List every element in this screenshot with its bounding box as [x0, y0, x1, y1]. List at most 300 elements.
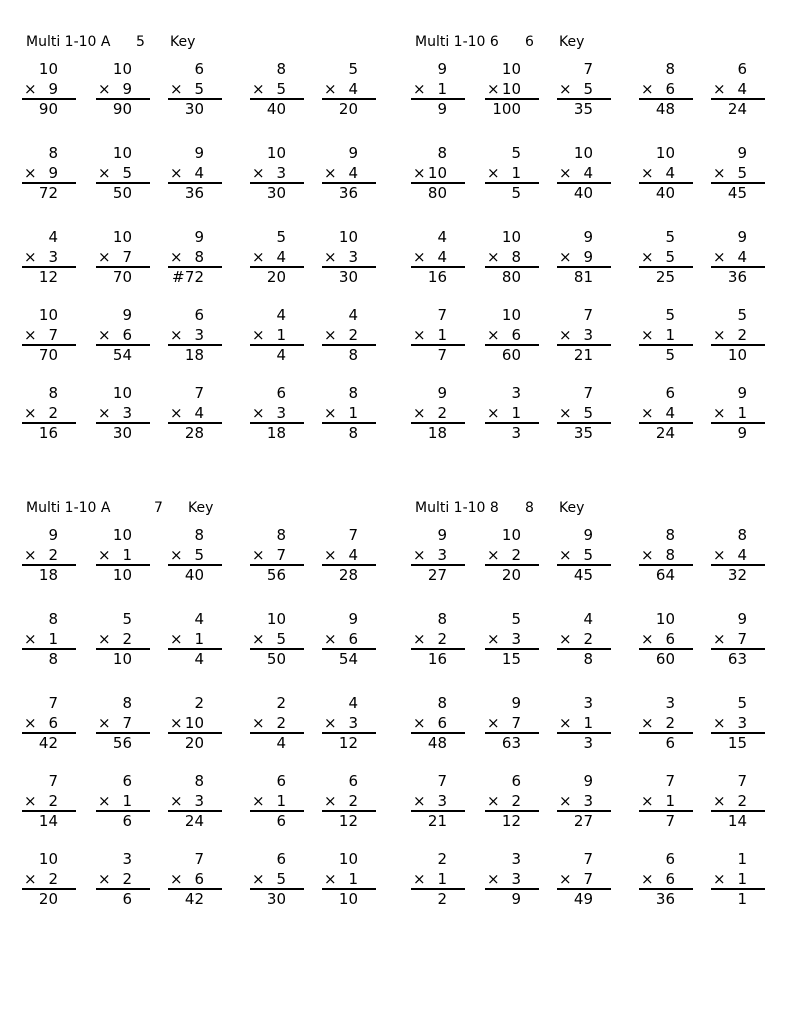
- worksheet-title: Multi 1-10 A: [26, 34, 111, 50]
- multiplier: 3: [583, 326, 593, 344]
- multiplier: 2: [48, 792, 58, 810]
- answer-key-label: Key: [170, 34, 196, 50]
- multiplication-problem: [22, 694, 80, 756]
- times-sign: ×: [713, 792, 726, 810]
- multiplication-problem: [485, 306, 543, 368]
- worksheet-number: 8: [525, 500, 534, 516]
- multiplier: 10: [427, 164, 447, 182]
- multiplicand: 7: [583, 306, 593, 324]
- multiplier: 4: [665, 404, 675, 422]
- product-answer: 50: [266, 650, 286, 668]
- multiplicand: 8: [194, 526, 204, 544]
- product-answer: 45: [727, 184, 747, 202]
- multiplier: 4: [737, 546, 747, 564]
- multiplicand: 8: [122, 694, 132, 712]
- multiplication-problem: [22, 772, 80, 834]
- multiplier: 1: [48, 630, 58, 648]
- multiplicand: 9: [48, 526, 58, 544]
- multiplicand: 5: [511, 144, 521, 162]
- multiplicand: 7: [48, 694, 58, 712]
- multiplication-problem: [557, 526, 615, 588]
- multiplicand: 4: [583, 610, 593, 628]
- multiplier: 1: [511, 404, 521, 422]
- product-answer: 8: [48, 650, 58, 668]
- multiplier: 3: [511, 870, 521, 888]
- product-answer: 12: [338, 812, 358, 830]
- product-answer: 16: [38, 424, 58, 442]
- times-sign: ×: [252, 714, 265, 732]
- multiplicand: 7: [583, 850, 593, 868]
- times-sign: ×: [98, 248, 111, 266]
- multiplication-problem: [322, 306, 380, 368]
- multiplier: 3: [194, 326, 204, 344]
- product-answer: 20: [38, 890, 58, 908]
- multiplication-problem: [22, 306, 80, 368]
- product-answer: 20: [184, 734, 204, 752]
- product-answer: 9: [511, 890, 521, 908]
- product-answer: 40: [184, 566, 204, 584]
- product-answer: 18: [38, 566, 58, 584]
- multiplication-problem: [322, 526, 380, 588]
- times-sign: ×: [24, 870, 37, 888]
- product-answer: 49: [573, 890, 593, 908]
- times-sign: ×: [24, 80, 37, 98]
- multiplier: 5: [122, 164, 132, 182]
- product-answer: 18: [184, 346, 204, 364]
- times-sign: ×: [559, 714, 572, 732]
- times-sign: ×: [641, 164, 654, 182]
- product-answer: 9: [737, 424, 747, 442]
- multiplication-problem: [96, 60, 154, 122]
- times-sign: ×: [641, 630, 654, 648]
- multiplication-problem: [168, 610, 226, 672]
- multiplication-problem: [485, 228, 543, 290]
- multiplier: 1: [511, 164, 521, 182]
- multiplicand: 3: [122, 850, 132, 868]
- multiplicand: 7: [194, 850, 204, 868]
- multiplication-problem: [639, 772, 697, 834]
- worksheet-number: 5: [136, 34, 145, 50]
- multiplier: 4: [737, 248, 747, 266]
- product-answer: 30: [112, 424, 132, 442]
- times-sign: ×: [487, 546, 500, 564]
- times-sign: ×: [413, 630, 426, 648]
- times-sign: ×: [98, 404, 111, 422]
- multiplier: 9: [583, 248, 593, 266]
- multiplication-problem: [250, 610, 308, 672]
- multiplicand: 9: [348, 144, 358, 162]
- product-answer: 14: [38, 812, 58, 830]
- times-sign: ×: [252, 630, 265, 648]
- multiplier: 1: [194, 630, 204, 648]
- multiplication-problem: [411, 384, 469, 446]
- multiplicand: 7: [437, 306, 447, 324]
- multiplicand: 6: [665, 384, 675, 402]
- multiplier: 6: [348, 630, 358, 648]
- times-sign: ×: [170, 80, 183, 98]
- multiplier: 1: [665, 326, 675, 344]
- worksheet-number: 7: [154, 500, 163, 516]
- product-answer: 7: [437, 346, 447, 364]
- multiplication-problem: [322, 610, 380, 672]
- times-sign: ×: [170, 326, 183, 344]
- worksheet-header: [411, 34, 771, 54]
- product-answer: 4: [276, 346, 286, 364]
- hash-mark: #: [172, 268, 185, 286]
- times-sign: ×: [559, 164, 572, 182]
- multiplication-problem: [411, 772, 469, 834]
- multiplicand: 8: [276, 60, 286, 78]
- multiplication-problem: [711, 228, 769, 290]
- product-answer: 27: [427, 566, 447, 584]
- product-answer: 20: [501, 566, 521, 584]
- multiplicand: 5: [665, 306, 675, 324]
- multiplicand: 5: [737, 306, 747, 324]
- multiplier: 9: [48, 164, 58, 182]
- times-sign: ×: [713, 326, 726, 344]
- multiplicand: 10: [655, 610, 675, 628]
- multiplier: 6: [665, 630, 675, 648]
- multiplier: 3: [194, 792, 204, 810]
- multiplicand: 1: [737, 850, 747, 868]
- multiplicand: 9: [437, 526, 447, 544]
- times-sign: ×: [487, 404, 500, 422]
- multiplication-problem: [557, 60, 615, 122]
- multiplier: 2: [48, 546, 58, 564]
- product-answer: 3: [511, 424, 521, 442]
- multiplicand: 10: [501, 60, 521, 78]
- multiplicand: 6: [276, 850, 286, 868]
- multiplication-problem: [96, 610, 154, 672]
- multiplication-problem: [639, 694, 697, 756]
- product-answer: 36: [727, 268, 747, 286]
- multiplier: 3: [583, 792, 593, 810]
- product-answer: 63: [501, 734, 521, 752]
- multiplication-problem: [96, 384, 154, 446]
- product-answer: 60: [501, 346, 521, 364]
- times-sign: ×: [413, 326, 426, 344]
- times-sign: ×: [487, 326, 500, 344]
- multiplier: 4: [737, 80, 747, 98]
- product-answer: 5: [511, 184, 521, 202]
- times-sign: ×: [170, 792, 183, 810]
- multiplication-problem: [250, 772, 308, 834]
- multiplication-problem: [322, 228, 380, 290]
- product-answer: 36: [184, 184, 204, 202]
- multiplicand: 10: [38, 60, 58, 78]
- multiplicand: 6: [122, 772, 132, 790]
- multiplicand: 9: [348, 610, 358, 628]
- product-answer: 7: [665, 812, 675, 830]
- multiplicand: 5: [511, 610, 521, 628]
- multiplication-problem: [168, 772, 226, 834]
- multiplicand: 9: [583, 228, 593, 246]
- multiplication-problem: [96, 772, 154, 834]
- times-sign: ×: [487, 870, 500, 888]
- multiplication-problem: [22, 610, 80, 672]
- multiplicand: 10: [501, 306, 521, 324]
- product-answer: 56: [112, 734, 132, 752]
- times-sign: ×: [24, 326, 37, 344]
- multiplier: 2: [511, 792, 521, 810]
- multiplicand: 2: [276, 694, 286, 712]
- multiplier: 1: [122, 546, 132, 564]
- multiplicand: 10: [655, 144, 675, 162]
- product-answer: 40: [655, 184, 675, 202]
- multiplicand: 2: [437, 850, 447, 868]
- times-sign: ×: [252, 326, 265, 344]
- multiplication-problem: [96, 526, 154, 588]
- product-answer: 63: [727, 650, 747, 668]
- multiplication-problem: [485, 384, 543, 446]
- multiplication-problem: [411, 526, 469, 588]
- times-sign: ×: [641, 404, 654, 422]
- multiplicand: 9: [194, 144, 204, 162]
- times-sign: ×: [559, 630, 572, 648]
- multiplier: 7: [48, 326, 58, 344]
- multiplication-problem: [22, 144, 80, 206]
- multiplicand: 5: [276, 228, 286, 246]
- multiplier: 2: [665, 714, 675, 732]
- multiplier: 1: [737, 870, 747, 888]
- multiplicand: 9: [737, 144, 747, 162]
- multiplicand: 10: [266, 144, 286, 162]
- multiplication-problem: [485, 772, 543, 834]
- times-sign: ×: [641, 792, 654, 810]
- multiplier: 2: [48, 870, 58, 888]
- answer-key-label: Key: [188, 500, 214, 516]
- multiplicand: 10: [266, 610, 286, 628]
- multiplication-problem: [411, 694, 469, 756]
- times-sign: ×: [324, 870, 337, 888]
- multiplication-problem: [557, 850, 615, 912]
- multiplicand: 7: [437, 772, 447, 790]
- times-sign: ×: [24, 630, 37, 648]
- product-answer: 45: [573, 566, 593, 584]
- multiplicand: 9: [437, 384, 447, 402]
- multiplicand: 10: [501, 228, 521, 246]
- multiplier: 7: [511, 714, 521, 732]
- times-sign: ×: [252, 870, 265, 888]
- product-answer: 8: [348, 346, 358, 364]
- product-answer: 12: [38, 268, 58, 286]
- product-answer: 90: [112, 100, 132, 118]
- answer-key-label: Key: [559, 34, 585, 50]
- multiplier: 4: [194, 164, 204, 182]
- multiplier: 2: [737, 326, 747, 344]
- times-sign: ×: [324, 792, 337, 810]
- product-answer: 12: [338, 734, 358, 752]
- multiplication-problem: [411, 228, 469, 290]
- multiplicand: 5: [348, 60, 358, 78]
- multiplication-problem: [96, 144, 154, 206]
- multiplier: 5: [276, 870, 286, 888]
- product-answer: 90: [38, 100, 58, 118]
- multiplication-problem: [168, 384, 226, 446]
- times-sign: ×: [641, 248, 654, 266]
- multiplier: 5: [276, 80, 286, 98]
- multiplier: 4: [348, 546, 358, 564]
- multiplier: 3: [511, 630, 521, 648]
- multiplication-problem: [557, 228, 615, 290]
- multiplicand: 8: [437, 144, 447, 162]
- multiplication-problem: [96, 228, 154, 290]
- multiplicand: 8: [665, 526, 675, 544]
- product-answer: 35: [573, 100, 593, 118]
- times-sign: ×: [24, 714, 37, 732]
- times-sign: ×: [559, 792, 572, 810]
- multiplicand: 9: [583, 526, 593, 544]
- product-answer: 16: [427, 268, 447, 286]
- multiplicand: 9: [737, 384, 747, 402]
- times-sign: ×: [559, 404, 572, 422]
- multiplication-problem: [711, 694, 769, 756]
- multiplicand: 9: [122, 306, 132, 324]
- times-sign: ×: [98, 80, 111, 98]
- multiplicand: 3: [511, 384, 521, 402]
- product-answer: 48: [655, 100, 675, 118]
- multiplier: 8: [511, 248, 521, 266]
- multiplication-problem: [485, 694, 543, 756]
- product-answer: 20: [266, 268, 286, 286]
- multiplicand: 10: [112, 228, 132, 246]
- multiplier: 5: [276, 630, 286, 648]
- multiplicand: 5: [737, 694, 747, 712]
- times-sign: ×: [24, 164, 37, 182]
- product-answer: 54: [338, 650, 358, 668]
- product-answer: 60: [655, 650, 675, 668]
- product-answer: 10: [112, 650, 132, 668]
- multiplier: 2: [511, 546, 521, 564]
- multiplier: 2: [737, 792, 747, 810]
- product-answer: 16: [427, 650, 447, 668]
- product-answer: 18: [427, 424, 447, 442]
- times-sign: ×: [324, 714, 337, 732]
- multiplicand: 7: [48, 772, 58, 790]
- times-sign: ×: [324, 326, 337, 344]
- times-sign: ×: [641, 326, 654, 344]
- multiplication-problem: [322, 60, 380, 122]
- multiplication-problem: [168, 60, 226, 122]
- multiplicand: 10: [112, 526, 132, 544]
- multiplier: 3: [348, 248, 358, 266]
- multiplicand: 6: [276, 772, 286, 790]
- product-answer: 5: [665, 346, 675, 364]
- multiplication-problem: [22, 526, 80, 588]
- multiplication-problem: [22, 384, 80, 446]
- product-answer: 9: [437, 100, 447, 118]
- multiplier: 2: [276, 714, 286, 732]
- product-answer: 24: [184, 812, 204, 830]
- multiplication-problem: [250, 144, 308, 206]
- multiplier: 2: [348, 792, 358, 810]
- product-answer: 80: [501, 268, 521, 286]
- times-sign: ×: [170, 248, 183, 266]
- multiplication-problem: [22, 850, 80, 912]
- multiplier: 3: [276, 164, 286, 182]
- multiplication-problem: [485, 144, 543, 206]
- worksheet-number: 6: [525, 34, 534, 50]
- times-sign: ×: [413, 792, 426, 810]
- product-answer: 15: [727, 734, 747, 752]
- product-answer: 28: [184, 424, 204, 442]
- multiplicand: 10: [38, 306, 58, 324]
- multiplication-problem: [711, 526, 769, 588]
- times-sign: ×: [98, 792, 111, 810]
- multiplication-problem: [485, 60, 543, 122]
- times-sign: ×: [487, 792, 500, 810]
- multiplication-problem: [639, 144, 697, 206]
- multiplication-problem: [322, 850, 380, 912]
- product-answer: 18: [266, 424, 286, 442]
- multiplication-problem: [411, 144, 469, 206]
- multiplicand: 7: [665, 772, 675, 790]
- multiplier: 9: [122, 80, 132, 98]
- multiplication-problem: [250, 850, 308, 912]
- worksheet-header: [411, 500, 771, 520]
- multiplicand: 9: [583, 772, 593, 790]
- multiplicand: 8: [48, 144, 58, 162]
- product-answer: 40: [266, 100, 286, 118]
- product-answer: 12: [501, 812, 521, 830]
- multiplicand: 10: [112, 60, 132, 78]
- multiplication-problem: [639, 228, 697, 290]
- product-answer: 15: [501, 650, 521, 668]
- multiplication-problem: [639, 526, 697, 588]
- multiplier: 3: [737, 714, 747, 732]
- product-answer: 81: [573, 268, 593, 286]
- multiplier: 4: [276, 248, 286, 266]
- times-sign: ×: [713, 248, 726, 266]
- multiplier: 6: [665, 870, 675, 888]
- multiplicand: 8: [437, 610, 447, 628]
- product-answer: 14: [727, 812, 747, 830]
- product-answer: 21: [427, 812, 447, 830]
- product-answer: 36: [338, 184, 358, 202]
- times-sign: ×: [324, 80, 337, 98]
- times-sign: ×: [324, 248, 337, 266]
- times-sign: ×: [641, 714, 654, 732]
- multiplicand: 6: [737, 60, 747, 78]
- multiplier: 2: [583, 630, 593, 648]
- multiplication-problem: [557, 144, 615, 206]
- product-answer: 1: [737, 890, 747, 908]
- multiplier: 3: [122, 404, 132, 422]
- times-sign: ×: [252, 80, 265, 98]
- product-answer: 30: [184, 100, 204, 118]
- times-sign: ×: [252, 164, 265, 182]
- product-answer: 6: [665, 734, 675, 752]
- product-answer: 3: [583, 734, 593, 752]
- multiplicand: 4: [348, 306, 358, 324]
- product-answer: 70: [112, 268, 132, 286]
- worksheet-title: Multi 1-10 6: [415, 34, 499, 50]
- multiplication-problem: [411, 850, 469, 912]
- multiplication-problem: [711, 610, 769, 672]
- multiplication-problem: [711, 772, 769, 834]
- times-sign: ×: [252, 792, 265, 810]
- multiplicand: 8: [276, 526, 286, 544]
- product-answer: 64: [655, 566, 675, 584]
- multiplication-problem: [557, 694, 615, 756]
- times-sign: ×: [324, 630, 337, 648]
- multiplicand: 6: [194, 306, 204, 324]
- product-answer: 30: [266, 184, 286, 202]
- multiplication-problem: [411, 306, 469, 368]
- times-sign: ×: [713, 630, 726, 648]
- times-sign: ×: [559, 546, 572, 564]
- multiplicand: 4: [276, 306, 286, 324]
